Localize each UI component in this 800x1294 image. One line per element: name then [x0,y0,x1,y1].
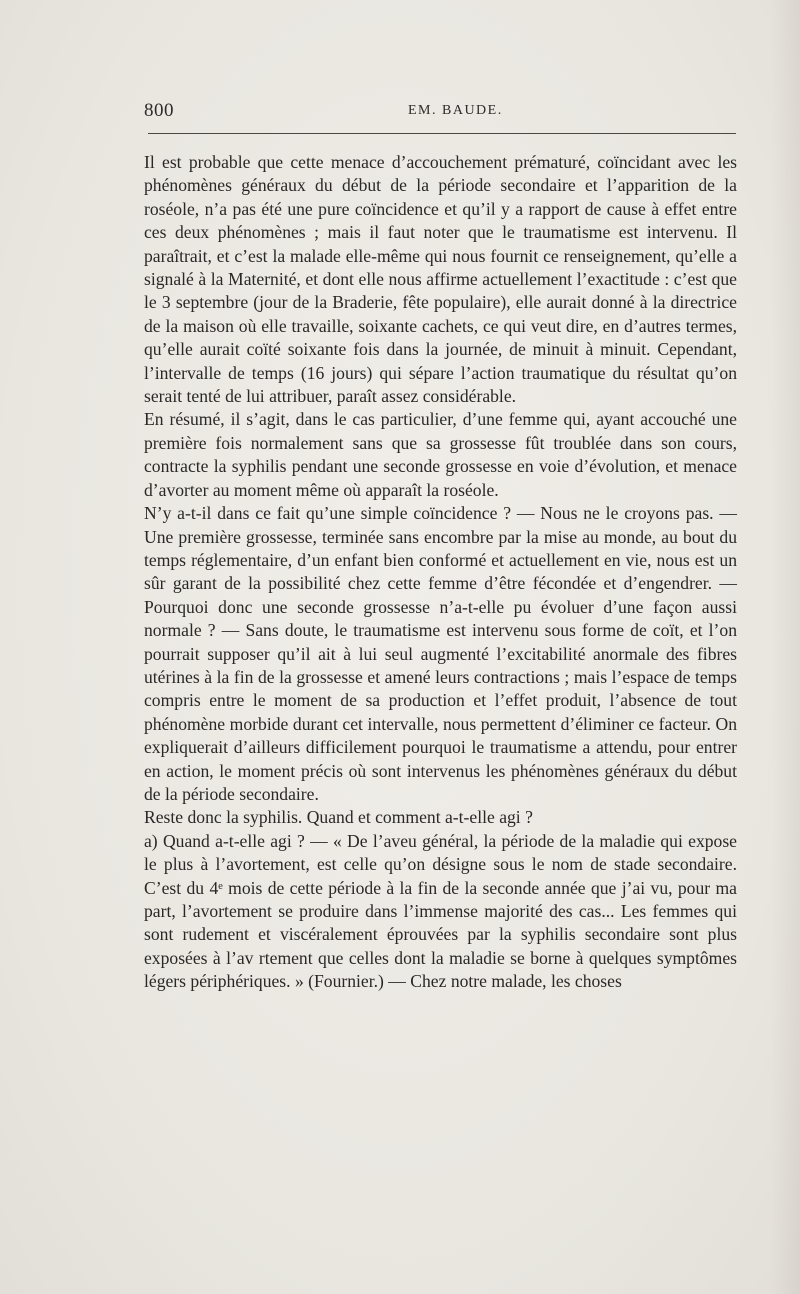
body-text [144,151,737,994]
paragraph: a) Quand a-t-elle agi ? — « De l’aveu général, la période de la maladie qui expose le plus à l’avortement, est celle qu’on désigne sous le nom de stade secondaire. C’est du 4ᵉ mois de cette période à la fin de la seconde année que j’ai vu, pour ma part, l’avortement se produire dans l’immense majorité des cas... Les femmes qui sont rudement et viscéralement éprouvées par la syphilis secondaire sont plus exposées à l’av rtement que celles dont la maladie se borne à quelques symptômes légers périphériques. » (Fournier.) — Chez notre malade, les choses [144,830,737,992]
paragraph: En résumé, il s’agit, dans le cas particulier, d’une femme qui, ayant accouché une première fois normalement sans que sa grossesse fût troublée dans son cours, contracte la syphilis pendant une seconde grossesse en voie d’évolution, et menace d’avorter au moment même où apparaît la roséole. [144,409,737,500]
paragraph: Il est probable que cette menace d’accouchement prématuré, coïncidant avec les phénomènes généraux du début de la période secondaire et l’apparition de la roséole, n’a pas été une pure coïncidence et qu’il y a rapport de cause à effet entre ces deux phénomènes ; mais il faut noter que le traumatisme est intervenu. Il paraîtrait, et c’est la malade elle-même qui nous fournit ce renseignement, qu’elle a signalé à la Maternité, et dont elle nous affirme actuellement l’exactitude : c’est que le 3 septembre (jour de la Braderie, fête populaire), elle aurait donné à la directrice de la maison où elle travaille, soixante cachets, ce qui veut dire, en d’autres termes, qu’elle aurait coïté soixante fois dans la journée, de minuit à minuit. Cependant, l’intervalle de temps (16 jours) qui sépare l’action traumatique du résultat qu’on serait tenté de lui attribuer, paraît assez considérable. [144,152,737,407]
header-rule [148,133,736,134]
page-header [144,100,736,130]
paragraph: N’y a-t-il dans ce fait qu’une simple coïncidence ? — Nous ne le croyons pas. — Une première grossesse, terminée sans encombre par la mise au monde, au bout du temps réglementaire, d’un enfant bien conformé et actuellement en vie, nous est un sûr garant de la possibilité chez cette femme d’être fécondée et d’engendrer. — Pourquoi donc une seconde grossesse n’a-t-elle pu évoluer d’une façon aussi normale ? — Sans doute, le traumatisme est intervenu sous forme de coït, et l’on pourrait supposer qu’il ait à lui seul augmenté l’excitabilité anormale des fibres utérines à la fin de la grossesse et amené leurs contractions ; mais l’espace de temps compris entre le moment de sa production et l’effet produit, l’absence de tout phénomène morbide durant cet intervalle, nous permettent d’éliminer ce facteur. On expliquerait d’ailleurs difficilement pourquoi le traumatisme a attendu, pour entrer en action, le moment précis où sont intervenus les phénomènes généraux du début de la période secondaire. [144,503,737,804]
running-head: EM. BAUDE. [408,103,503,118]
page-number: 800 [144,100,174,121]
paragraph: Reste donc la syphilis. Quand et comment a-t-elle agi ? [144,807,533,828]
page-edge-shadow [770,0,800,1294]
